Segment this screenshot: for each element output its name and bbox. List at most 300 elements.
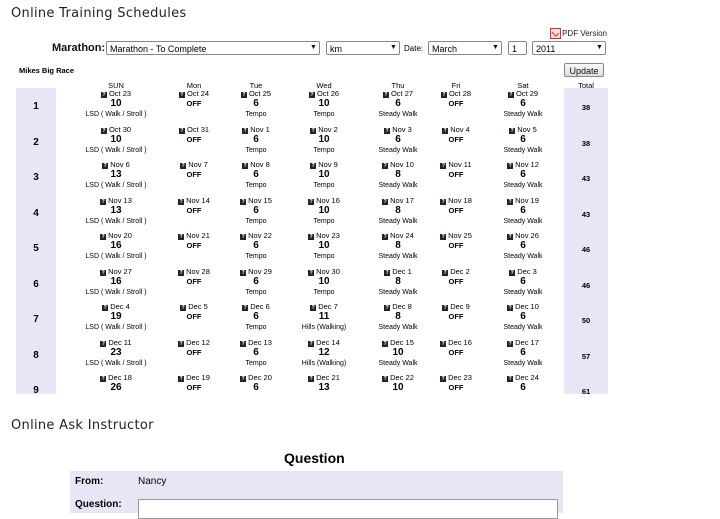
workout-cell [483, 160, 563, 190]
info-icon[interactable]: ? [102, 92, 106, 98]
workout-distance: 6 [520, 275, 526, 287]
workout-distance: OFF [186, 241, 202, 250]
info-icon[interactable]: ? [309, 198, 313, 205]
workout-date: Dec 17 [515, 337, 539, 347]
workout-date: Nov 4 [450, 124, 470, 134]
workout-type: Steady Walk [503, 217, 543, 225]
workout-type: Tempo [245, 324, 267, 331]
info-icon[interactable]: ? [241, 376, 245, 382]
workout-distance: 10 [318, 240, 330, 251]
workout-cell [483, 89, 563, 119]
year-select-value: 2011 [536, 44, 556, 54]
week-total: 57 [581, 351, 591, 361]
workout-date-row[interactable] [284, 267, 364, 276]
info-icon[interactable]: ? [179, 340, 183, 347]
week-number: 8 [33, 349, 39, 361]
week-total: 50 [581, 316, 591, 325]
workout-date-row[interactable] [483, 89, 563, 98]
month-select-value: March [432, 44, 458, 54]
workout-type: Hills (Walking) [301, 359, 347, 367]
info-icon[interactable]: ? [309, 234, 313, 240]
info-icon[interactable]: ? [242, 92, 246, 98]
workout-date-row[interactable] [76, 302, 156, 311]
workout-date-row[interactable] [76, 267, 156, 276]
workout-date-row[interactable] [483, 160, 563, 169]
week-total: 43 [581, 209, 591, 219]
workout-date-row[interactable] [483, 373, 563, 382]
info-icon[interactable]: ? [241, 340, 245, 347]
workout-date: Dec 12 [186, 337, 210, 347]
workout-date-row[interactable] [284, 160, 364, 169]
workout-date-row[interactable] [284, 338, 364, 347]
unit-select-value: km [330, 44, 342, 54]
workout-date: Dec 4 [110, 302, 130, 311]
workout-type: Steady Walk [378, 217, 418, 225]
info-icon[interactable]: ? [508, 340, 512, 347]
race-name: Mikes Big Race [19, 66, 75, 75]
workout-date: Oct 26 [316, 89, 340, 98]
workout-cell [284, 160, 364, 190]
workout-date: Dec 21 [316, 373, 340, 382]
workout-distance: OFF [448, 312, 464, 321]
workout-type: Steady Walk [378, 288, 418, 296]
month-select[interactable] [428, 41, 502, 55]
workout-cell [483, 338, 563, 368]
workout-date: Dec 10 [515, 302, 539, 311]
chevron-down-icon: ▼ [596, 44, 603, 51]
workout-distance: 6 [253, 346, 259, 358]
workout-distance: 6 [520, 204, 526, 216]
info-icon[interactable]: ? [443, 127, 447, 134]
workout-distance: OFF [448, 99, 464, 108]
workout-distance: OFF [186, 170, 202, 179]
workout-date: Nov 10 [390, 160, 414, 169]
workout-date: Dec 20 [248, 373, 272, 382]
workout-type: Tempo [245, 217, 267, 225]
workout-type: Steady Walk [378, 111, 418, 118]
info-icon[interactable]: ? [101, 234, 105, 240]
workout-cell [76, 160, 156, 190]
workout-cell [483, 125, 563, 155]
workout-type: Steady Walk [378, 253, 418, 260]
info-icon[interactable]: ? [179, 198, 183, 205]
from-label: From: [75, 476, 104, 487]
workout-date: Oct 31 [186, 124, 210, 134]
unit-select[interactable] [326, 41, 400, 55]
info-icon[interactable]: ? [103, 305, 107, 311]
workout-distance: 6 [520, 311, 526, 322]
info-icon[interactable]: ? [241, 269, 245, 276]
workout-type: LSD ( Walk / Stroll ) [85, 288, 147, 296]
workout-distance: 10 [392, 346, 404, 358]
info-icon[interactable]: ? [102, 127, 106, 134]
workout-distance: 6 [395, 133, 401, 145]
workout-date: Nov 23 [316, 231, 340, 240]
workout-date-row[interactable] [284, 373, 364, 382]
workout-date-row[interactable] [284, 89, 364, 98]
workout-cell [284, 302, 364, 332]
workout-distance: 10 [110, 133, 122, 145]
info-icon[interactable]: ? [385, 305, 389, 311]
info-icon[interactable]: ? [510, 269, 514, 276]
info-icon[interactable]: ? [508, 234, 512, 240]
info-icon[interactable]: ? [441, 376, 445, 382]
info-icon[interactable]: ? [441, 198, 445, 205]
info-icon[interactable]: ? [383, 376, 387, 382]
schedule-panel [16, 28, 610, 394]
workout-date: Nov 8 [250, 160, 270, 169]
info-icon[interactable]: ? [179, 376, 183, 382]
workout-cell [483, 231, 563, 261]
pdf-version-label: PDF Version [562, 29, 607, 38]
info-icon[interactable]: ? [241, 198, 245, 205]
workout-date: Nov 25 [448, 231, 472, 240]
workout-date: Dec 22 [390, 373, 414, 382]
workout-date: Nov 12 [515, 160, 539, 169]
info-icon[interactable]: ? [441, 340, 445, 347]
info-icon[interactable]: ? [508, 163, 512, 169]
workout-type: Steady Walk [503, 146, 543, 154]
day-header: Tue [249, 81, 263, 90]
workout-distance: 6 [253, 169, 259, 180]
info-icon[interactable]: ? [311, 127, 315, 134]
workout-date-row[interactable] [76, 196, 156, 205]
workout-distance: 26 [110, 382, 122, 393]
workout-distance: OFF [448, 276, 464, 286]
workout-distance: OFF [186, 383, 202, 392]
info-icon[interactable]: ? [509, 92, 513, 98]
workout-type: LSD ( Walk / Stroll ) [85, 253, 147, 260]
workout-type: Tempo [313, 217, 335, 225]
workout-date: Nov 27 [108, 266, 132, 276]
workout-distance: OFF [186, 205, 202, 215]
schedule-section-title: Online Training Schedules [11, 6, 187, 21]
total-column-bg [564, 88, 608, 394]
week-number: 1 [33, 101, 39, 112]
day-header: Wed [316, 81, 332, 90]
workout-date: Dec 16 [448, 337, 472, 347]
workout-cell [284, 89, 364, 119]
year-select[interactable] [532, 41, 606, 55]
workout-cell [284, 125, 364, 155]
workout-date: Nov 26 [515, 231, 539, 240]
workout-distance: OFF [186, 312, 202, 321]
workout-date: Dec 24 [515, 373, 539, 382]
week-total: 46 [581, 280, 591, 290]
info-icon[interactable]: ? [309, 269, 313, 276]
info-icon[interactable]: ? [311, 163, 315, 169]
week-number: 3 [33, 172, 39, 183]
workout-date: Dec 19 [186, 373, 210, 382]
day-header: Sat [517, 81, 529, 90]
workout-date: Nov 15 [248, 195, 272, 205]
workout-distance: 10 [318, 169, 330, 180]
workout-date: Dec 11 [108, 337, 132, 347]
workout-type: Tempo [245, 182, 267, 189]
date-label: Date: [404, 44, 424, 53]
day-input[interactable] [508, 41, 527, 55]
workout-date: Nov 30 [316, 266, 340, 276]
workout-distance: 8 [395, 240, 401, 251]
ask-section-title: Online Ask Instructor [11, 418, 154, 433]
workout-type: LSD ( Walk / Stroll ) [85, 217, 147, 225]
workout-distance: OFF [448, 241, 464, 250]
workout-distance: 6 [395, 98, 401, 109]
workout-date: Nov 3 [392, 124, 412, 134]
info-icon[interactable]: ? [180, 127, 184, 134]
info-icon[interactable]: ? [383, 340, 387, 347]
info-icon[interactable]: ? [243, 127, 247, 134]
workout-type: Tempo [245, 253, 267, 260]
workout-cell [76, 302, 156, 332]
workout-cell [76, 196, 156, 226]
workout-distance: 13 [110, 169, 122, 180]
workout-cell [483, 267, 563, 297]
workout-date-row[interactable] [284, 196, 364, 205]
info-icon[interactable]: ? [243, 163, 247, 169]
workout-date-row[interactable] [483, 196, 563, 205]
workout-date: Oct 28 [448, 89, 472, 98]
workout-distance: 6 [520, 133, 526, 145]
workout-date: Dec 9 [450, 302, 470, 311]
info-icon[interactable]: ? [309, 376, 313, 382]
week-number: 7 [33, 314, 39, 325]
week-total: 38 [581, 103, 591, 112]
workout-type: Steady Walk [503, 288, 543, 296]
workout-date-row[interactable] [483, 267, 563, 276]
workout-date: Oct 23 [108, 89, 132, 98]
workout-distance: OFF [186, 99, 202, 108]
workout-date: Dec 1 [392, 266, 412, 276]
workout-date: Nov 17 [390, 195, 414, 205]
workout-cell [483, 196, 563, 226]
workout-distance: 8 [395, 311, 401, 322]
workout-type: Tempo [313, 111, 335, 118]
week-number: 9 [33, 385, 39, 394]
workout-type: Steady Walk [503, 324, 543, 331]
workout-date: Dec 3 [517, 266, 537, 276]
info-icon[interactable]: ? [385, 269, 389, 276]
workout-distance: 8 [395, 275, 401, 287]
workout-distance: 10 [318, 98, 330, 109]
info-icon[interactable]: ? [441, 234, 445, 240]
update-button[interactable]: Update [564, 63, 604, 77]
workout-cell [284, 338, 364, 368]
info-icon[interactable]: ? [243, 305, 247, 311]
workout-type: Steady Walk [503, 111, 543, 118]
info-icon[interactable]: ? [310, 92, 314, 98]
workout-date: Nov 5 [517, 124, 537, 134]
from-value: Nancy [138, 476, 167, 487]
question-input[interactable] [138, 499, 558, 519]
info-icon[interactable]: ? [441, 163, 445, 169]
workout-date: Nov 2 [318, 124, 338, 134]
info-icon[interactable]: ? [443, 305, 447, 311]
workout-cell [76, 338, 156, 368]
workout-distance: 6 [520, 98, 526, 109]
workout-cell [284, 231, 364, 261]
info-icon[interactable]: ? [181, 163, 185, 169]
workout-type: Steady Walk [378, 359, 418, 367]
workout-distance: 6 [253, 382, 259, 393]
workout-date-row[interactable] [76, 89, 156, 98]
workout-distance: 10 [318, 204, 330, 216]
info-icon[interactable]: ? [508, 198, 512, 205]
info-icon[interactable]: ? [101, 376, 105, 382]
workout-date-row[interactable] [483, 302, 563, 311]
workout-type: Tempo [245, 288, 267, 296]
week-total: 38 [581, 138, 591, 148]
info-icon[interactable]: ? [442, 92, 446, 98]
workout-date: Nov 11 [448, 160, 472, 169]
day-header: SUN [108, 81, 124, 90]
workout-distance: 16 [110, 275, 122, 287]
info-icon[interactable]: ? [181, 305, 185, 311]
workout-date: Nov 19 [515, 195, 539, 205]
workout-type: Tempo [313, 182, 335, 189]
workout-date-row[interactable] [76, 373, 156, 382]
workout-date: Dec 23 [448, 373, 472, 382]
workout-type: Steady Walk [503, 359, 543, 367]
week-number: 6 [33, 278, 39, 290]
week-number: 4 [33, 207, 39, 219]
workout-distance: OFF [448, 134, 464, 144]
info-icon[interactable]: ? [101, 340, 105, 347]
info-icon[interactable]: ? [309, 340, 313, 347]
workout-date: Dec 15 [390, 337, 414, 347]
workout-date: Dec 5 [188, 302, 208, 311]
workout-distance: OFF [186, 134, 202, 144]
workout-distance: OFF [448, 205, 464, 215]
workout-distance: 10 [318, 275, 330, 287]
workout-distance: 6 [520, 346, 526, 358]
workout-date-row[interactable] [284, 125, 364, 134]
pdf-version-link[interactable] [550, 28, 607, 39]
workout-cell [76, 267, 156, 297]
info-icon[interactable]: ? [383, 163, 387, 169]
workout-distance: OFF [448, 347, 464, 357]
workout-distance: 10 [110, 98, 122, 109]
week-total: 61 [581, 387, 591, 394]
workout-date: Dec 7 [318, 302, 338, 311]
workout-distance: 6 [253, 311, 259, 322]
workout-distance: 10 [318, 133, 330, 145]
workout-type: Tempo [245, 359, 267, 367]
week-number: 2 [33, 136, 39, 148]
workout-distance: 13 [318, 382, 330, 393]
workout-distance: 6 [520, 240, 526, 251]
info-icon[interactable]: ? [383, 198, 387, 205]
workout-date-row[interactable] [284, 302, 364, 311]
workout-distance: OFF [448, 383, 464, 392]
week-total: 43 [581, 174, 591, 183]
workout-cell [483, 302, 563, 332]
workout-date-row[interactable] [483, 125, 563, 134]
week-total: 46 [581, 245, 591, 254]
workout-date-row[interactable] [483, 231, 563, 240]
workout-date: Oct 24 [186, 89, 210, 98]
workout-type: LSD ( Walk / Stroll ) [85, 111, 147, 118]
info-icon[interactable]: ? [508, 376, 512, 382]
marathon-label: Marathon: [52, 42, 106, 54]
workout-date: Oct 27 [390, 89, 414, 98]
workout-date: Nov 28 [186, 266, 210, 276]
info-icon[interactable]: ? [179, 234, 183, 240]
info-icon[interactable]: ? [510, 127, 514, 134]
workout-distance: 6 [253, 204, 259, 216]
info-icon[interactable]: ? [241, 234, 245, 240]
workout-distance: OFF [186, 276, 202, 286]
workout-date-row[interactable] [76, 125, 156, 134]
plan-select-value: Marathon - To Complete [110, 44, 207, 54]
workout-type: Tempo [245, 146, 267, 154]
info-icon[interactable]: ? [179, 269, 183, 276]
workout-date: Nov 24 [390, 231, 414, 240]
plan-select[interactable] [106, 41, 320, 55]
info-icon[interactable]: ? [384, 92, 388, 98]
workout-distance: 6 [253, 275, 259, 287]
info-icon[interactable]: ? [180, 92, 184, 98]
info-icon[interactable]: ? [101, 269, 105, 276]
day-header: Fri [451, 81, 461, 90]
workout-date: Nov 18 [448, 195, 472, 205]
workout-type: LSD ( Walk / Stroll ) [85, 182, 147, 189]
question-form [70, 471, 563, 513]
workout-date-row[interactable] [76, 160, 156, 169]
workout-distance: 6 [253, 133, 259, 145]
chevron-down-icon: ▼ [492, 44, 499, 51]
workout-cell [76, 373, 156, 394]
info-icon[interactable]: ? [103, 163, 107, 169]
day-header: Thu [391, 81, 405, 90]
workout-distance: 8 [395, 204, 401, 216]
workout-date-row[interactable] [76, 338, 156, 347]
question-label: Question: [75, 499, 122, 510]
info-icon[interactable]: ? [443, 269, 447, 276]
info-icon[interactable]: ? [311, 305, 315, 311]
chevron-down-icon: ▼ [310, 44, 317, 51]
info-icon[interactable]: ? [385, 127, 389, 134]
workout-date-row[interactable] [76, 231, 156, 240]
workout-date: Nov 22 [248, 231, 272, 240]
info-icon[interactable]: ? [508, 305, 512, 311]
workout-type: LSD ( Walk / Stroll ) [85, 146, 147, 154]
workout-distance: 10 [392, 382, 404, 393]
workout-distance: 6 [520, 382, 526, 393]
workout-date: Oct 30 [108, 124, 132, 134]
workout-date: Oct 25 [248, 89, 272, 98]
workout-date: Dec 14 [316, 337, 340, 347]
info-icon[interactable]: ? [383, 234, 387, 240]
workout-date: Nov 9 [318, 160, 338, 169]
workout-date-row[interactable] [284, 231, 364, 240]
workout-date: Nov 16 [316, 195, 340, 205]
info-icon[interactable]: ? [101, 198, 105, 205]
workout-distance: 23 [110, 346, 122, 358]
workout-type: Steady Walk [378, 182, 418, 189]
week-number: 5 [33, 243, 39, 254]
workout-date-row[interactable] [483, 338, 563, 347]
workout-type: Steady Walk [378, 324, 418, 331]
day-input-value: 1 [512, 44, 518, 54]
workout-date: Nov 14 [186, 195, 210, 205]
day-header: Mon [186, 81, 202, 90]
chevron-down-icon: ▼ [390, 44, 397, 51]
workout-date: Nov 29 [248, 266, 272, 276]
workout-type: Tempo [245, 111, 267, 118]
workout-date: Nov 21 [186, 231, 210, 240]
workout-distance: 12 [318, 346, 330, 358]
